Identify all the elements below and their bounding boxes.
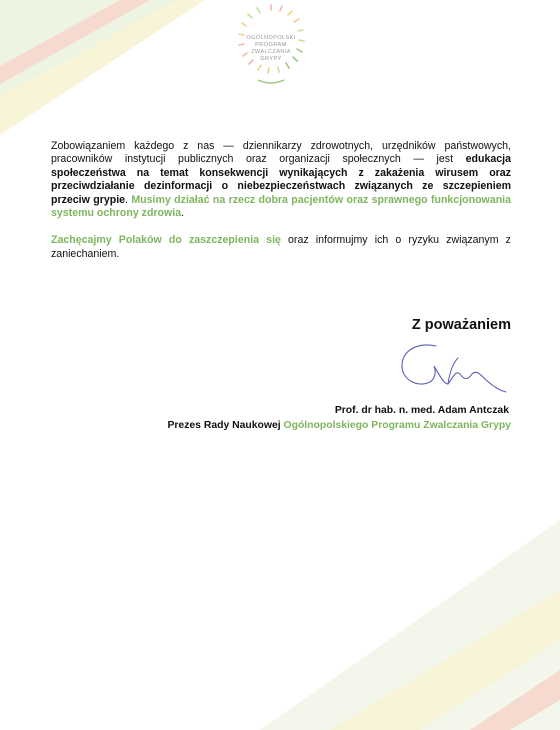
paragraph-1-highlight: Musimy działać na rzecz dobra pacjentów oraz sprawnego funkcjonowania systemu ochrony zdrowia (51, 193, 511, 220)
paragraph-2-highlight: Zachęcajmy Polaków do zaszczepienia się (51, 234, 281, 247)
logo-line: GRYPY (260, 56, 282, 62)
paragraph-2-text: oraz informujmy ich o ryzyku związanym z zaniechaniem. (51, 234, 511, 260)
paragraph-1-bold: edukacja społeczeństwa na temat konsekwencji wynikających z zakażenia wirusem oraz przeciwdziałanie dezinformacji o niebezpieczeństwach związanych ze szczepieniem przeciw grypie (51, 153, 511, 206)
handwritten-signature (398, 340, 510, 396)
signatory-name: Prof. dr hab. n. med. Adam Antczak (334, 405, 509, 416)
paragraph-1-punct: . (125, 193, 132, 206)
closing-salutation: Z poważaniem (411, 317, 511, 333)
program-logo (236, 2, 306, 96)
logo-line: ZWALCZANIA (251, 49, 291, 55)
signatory-role (167, 420, 511, 431)
logo-line: PROGRAM (255, 42, 287, 48)
paragraph-2 (51, 234, 511, 261)
signatory-role-prefix: Prezes Rady Naukowej (167, 420, 284, 431)
paragraph-1-end: . (181, 207, 185, 220)
letter-body (51, 140, 511, 261)
logo-text (236, 35, 306, 63)
paragraph-1-text: Zobowiązaniem każdego z nas — dziennikarzy zdrowotnych, urzędników państwowych, pracowników instytucji publicznych oraz organizacji społecznych — jest (51, 140, 511, 166)
logo-line: OGÓLNOPOLSKI (246, 35, 296, 41)
signatory-role-org: Ogólnopolskiego Programu Zwalczania Grypy (283, 420, 511, 431)
paragraph-1 (51, 140, 511, 220)
